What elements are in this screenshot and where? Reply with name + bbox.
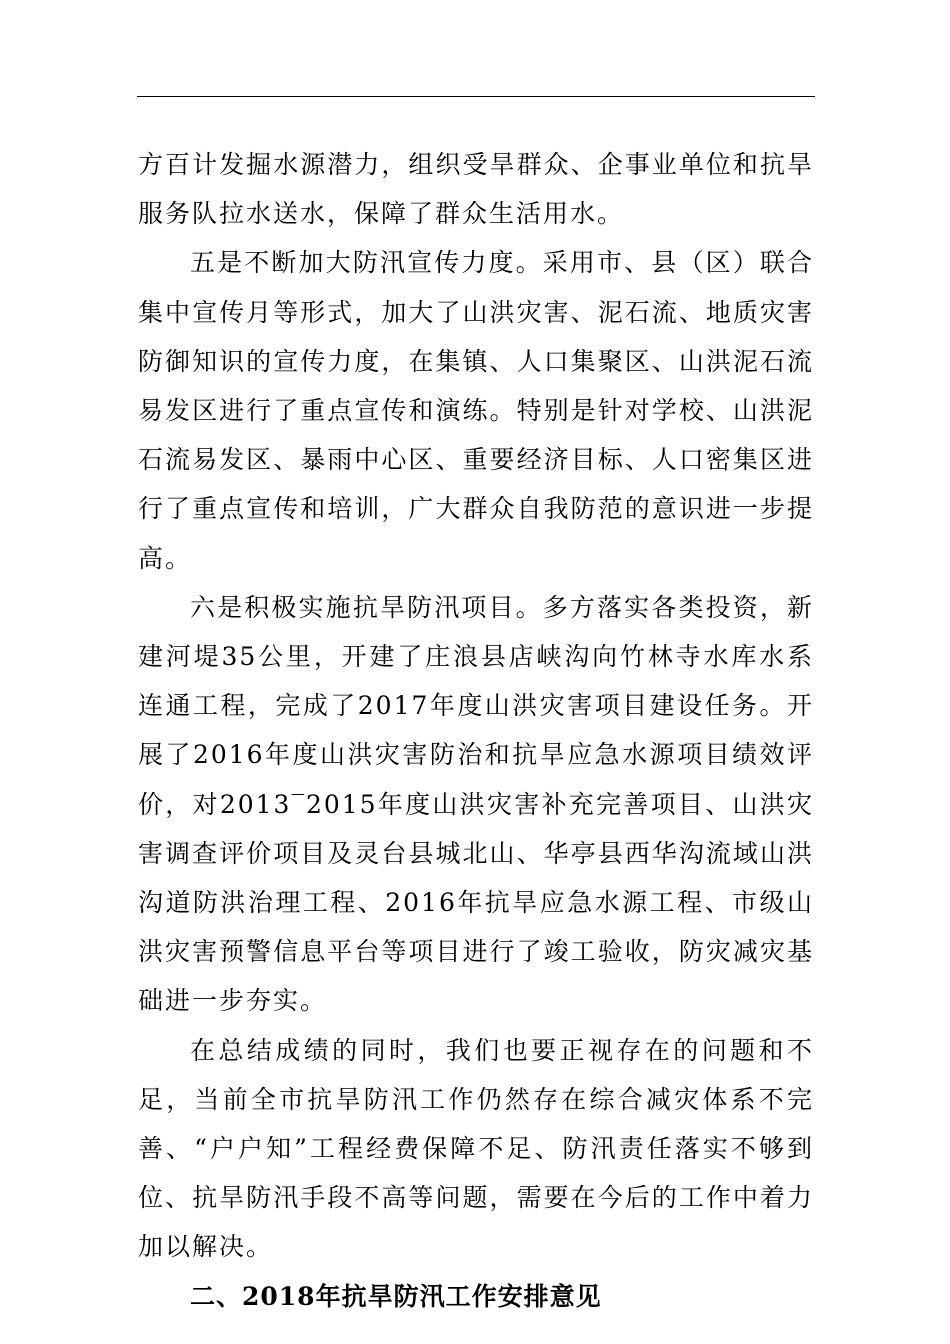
paragraph-publicity: 五是不断加大防汛宣传力度。采用市、县（区）联合集中宣传月等形式，加大了山洪灾害、泥石流、地质灾害防御知识的宣传力度，在集镇、人口集聚区、山洪泥石流易发区进行了重点宣传和演练。特别是针对学校、山洪泥石流易发区、暴雨中心区、重要经济目标、人口密集区进行了重点宣传和培训，广大群众自我防范的意识进一步提高。 bbox=[138, 248, 814, 573]
document-body bbox=[138, 140, 814, 1321]
header-rule bbox=[137, 96, 815, 97]
paragraph-continuation: 方百计发掘水源潜力，组织受旱群众、企事业单位和抗旱服务队拉水送水，保障了群众生活用水。 bbox=[138, 150, 814, 229]
paragraph-projects: 六是积极实施抗旱防汛项目。多方落实各类投资，新建河堤35公里，开建了庄浪县店峡沟向竹林寺水库水系连通工程，完成了2017年度山洪灾害项目建设任务。开展了2016年度山洪灾害防治和抗旱应急水源项目绩效评价，对2013‾2015年度山洪灾害补充完善项目、山洪灾害调查评价项目及灵台县城北山、华亭县西华沟流域山洪沟道防洪治理工程、2016年抗旱应急水源工程、市级山洪灾害预警信息平台等项目进行了竣工验收，防灾减灾基础进一步夯实。 bbox=[138, 592, 814, 1016]
paragraph-problems: 在总结成绩的同时，我们也要正视存在的问题和不足，当前全市抗旱防汛工作仍然存在综合减灾体系不完善、“户户知”工程经费保障不足、防汛责任落实不够到位、抗旱防汛手段不高等问题，需要在今后的工作中着力加以解决。 bbox=[138, 1035, 814, 1262]
section-heading: 二、2018年抗旱防汛工作安排意见 bbox=[190, 1281, 602, 1311]
